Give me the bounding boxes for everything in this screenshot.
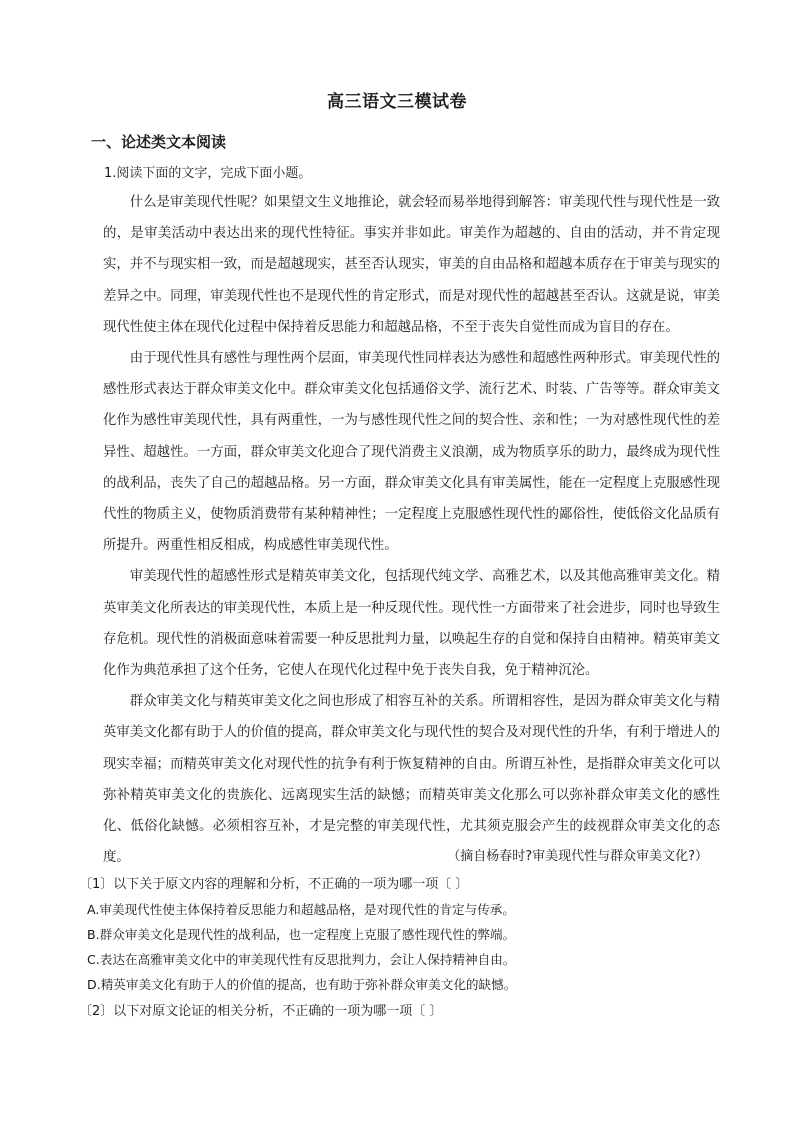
- question-1-option-d: D.精英审美文化有助于人的价值的提高，也有助于弥补群众审美文化的缺憾。: [87, 977, 517, 992]
- passage-paragraph-3: 审美现代性的超感性形式是精英审美文化，包括现代纯文学、高雅艺术，以及其他高雅审美文化。精英审美文化所表达的审美现代性，本质上是一种反现代性。现代性一方面带来了社会进步，同时也导致生存危机。现代性的消极面意味着需要一种反思批判力量，以唤起生存的自觉和保持自由精神。精英审美文化作为典范承担了这个任务，它使人在现代化过程中免于丧失自我，免于精神沉沦。: [103, 569, 720, 679]
- question-1-option-b: B.群众审美文化是现代性的战利品，也一定程度上克服了感性现代性的弊端。: [87, 927, 516, 942]
- section-heading: 一、论述类文本阅读: [91, 133, 227, 151]
- question-2-stem: 〔2〕以下对原文论证的相关分析，不正确的一项为哪一项〔 〕: [79, 1004, 443, 1019]
- passage-paragraph-4: 群众审美文化与精英审美文化之间也形成了相容互补的关系。所谓相容性，是因为群众审美文化与精英审美文化都有助于人的价值的提高，群众审美文化与现代性的契合及对现代性的升华，有利于增进人的现实幸福；而精英审美文化对现代性的抗争有利于恢复精神的自由。所谓互补性，是指群众审美文化可以弥补精英审美文化的贵族化、远离现实生活的缺憾；而精英审美文化那么可以弥补群众审美文化的感性化、低俗化缺憾。必须相容互补，才是完整的审美现代性，尤其须克服会产生的歧视群众审美文化的态度。: [103, 694, 720, 866]
- question-1-stem: 〔1〕以下关于原文内容的理解和分析，不正确的一项为哪一项〔 〕: [79, 877, 469, 892]
- passage-body: [103, 187, 720, 873]
- passage-source: （摘自杨春时?审美现代性与群众审美文化?）: [447, 849, 708, 864]
- question-1-option-a: A.审美现代性使主体保持着反思能力和超越品格，是对现代性的肯定与传承。: [87, 902, 515, 917]
- passage-paragraph-2: 由于现代性具有感性与理性两个层面，审美现代性同样表达为感性和超感性两种形式。审美现代性的感性形式表达于群众审美文化中。群众审美文化包括通俗文学、流行艺术、时装、广告等等。群众审美文化作为感性审美现代性，具有两重性，一为与感性现代性之间的契合性、亲和性；一为对感性现代性的差异性、超越性。一方面，群众审美文化迎合了现代消费主义浪潮，成为物质享乐的助力，最终成为现代性的战利品，丧失了自己的超越品格。另一方面，群众审美文化具有审美属性，能在一定程度上克服感性现代性的物质主义，使物质消费带有某种精神性；一定程度上克服感性现代性的鄙俗性，使低俗文化品质有所提升。两重性相反相成，构成感性审美现代性。: [103, 351, 720, 554]
- page-title: 高三语文三模试卷: [327, 92, 467, 112]
- reading-instruction: 1.阅读下面的文字，完成下面小题。: [104, 166, 312, 181]
- passage-paragraph-1: 什么是审美现代性呢？如果望文生义地推论，就会轻而易举地得到解答：审美现代性与现代性是一致的，是审美活动中表达出来的现代性特征。事实并非如此。审美作为超越的、自由的活动，并不肯定现实，并不与现实相一致，而是超越现实，甚至否认现实，审美的自由品格和超越本质存在于审美与现实的差异之中。同理，审美现代性也不是现代性的肯定形式，而是对现代性的超越甚至否认。这就是说，审美现代性使主体在现代化过程中保持着反思能力和超越品格，不至于丧失自觉性而成为盲目的存在。: [103, 195, 720, 335]
- question-1-option-c: C.表达在高雅审美文化中的审美现代性有反思批判力，会让人保持精神自由。: [87, 952, 516, 967]
